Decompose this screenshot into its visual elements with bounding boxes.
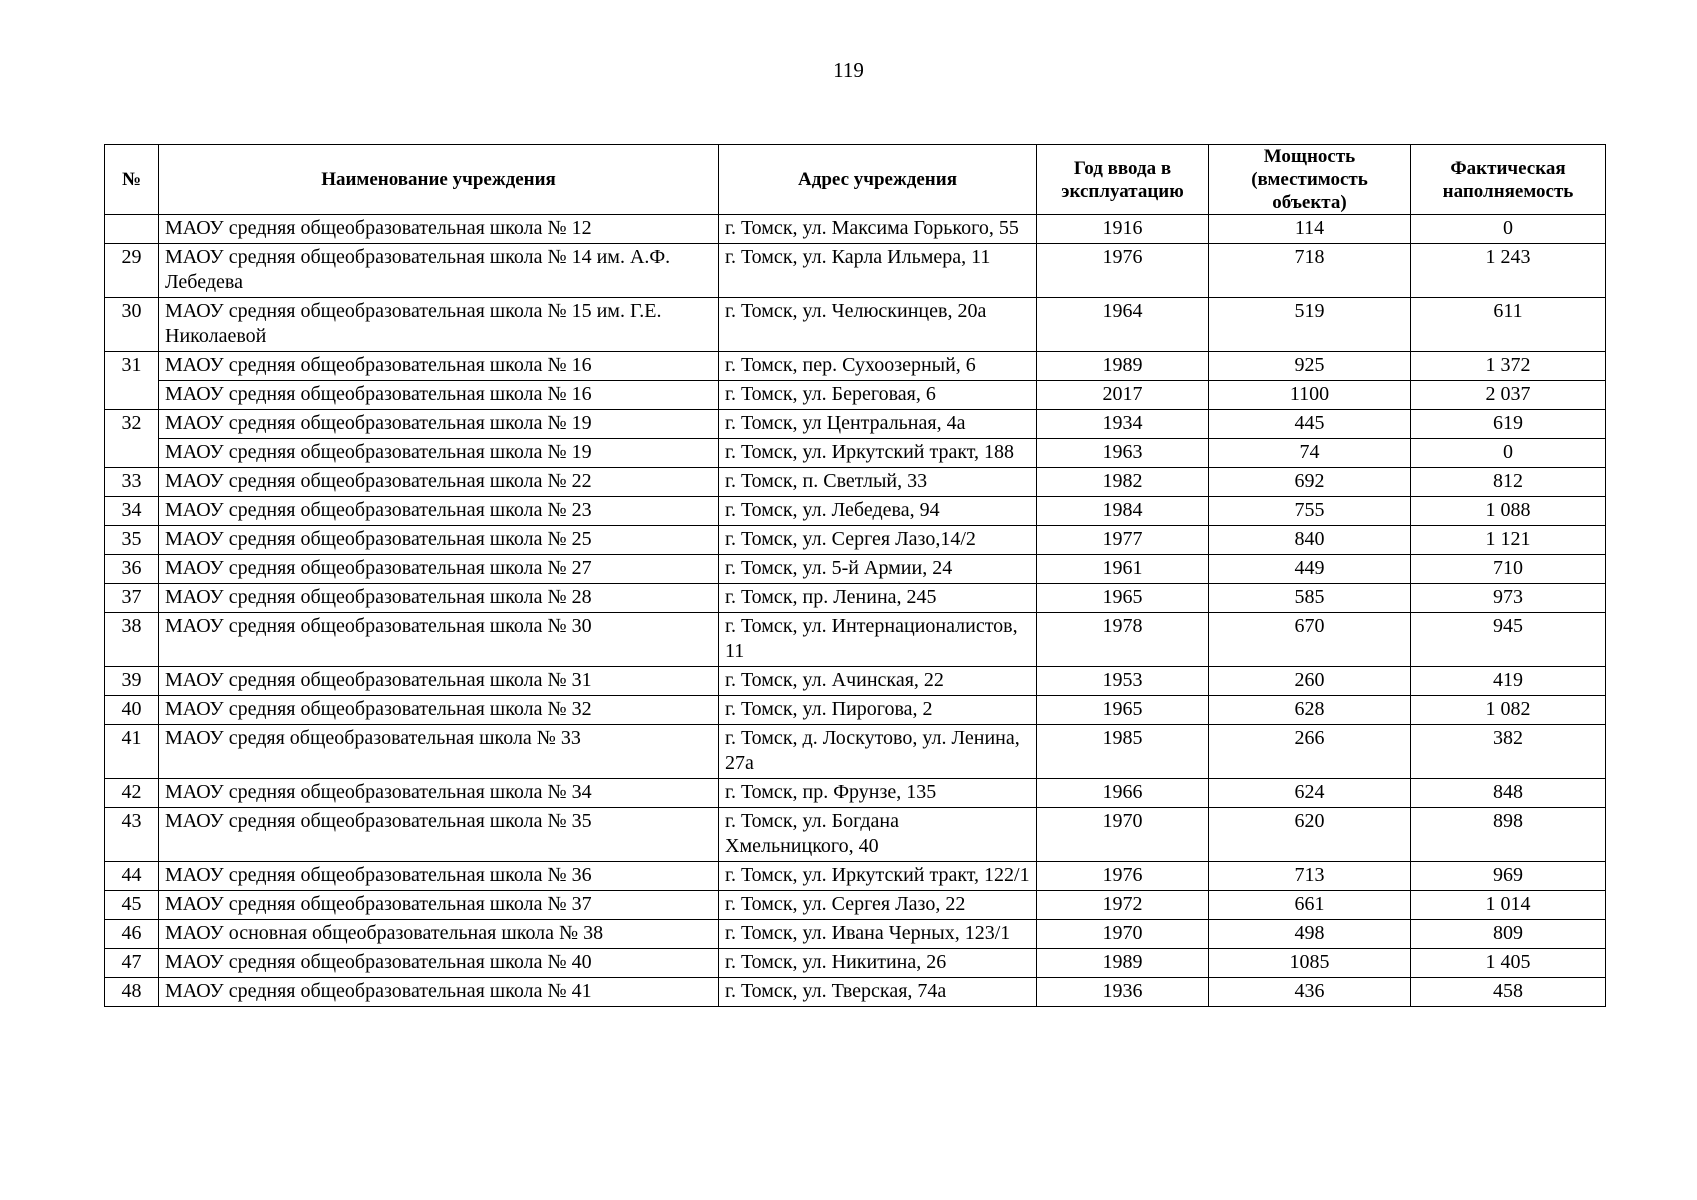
table-row (105, 555, 1606, 584)
institution-name-cell: МАОУ средняя общеобразовательная школа № 16 (159, 381, 719, 410)
capacity-cell: 624 (1209, 779, 1411, 808)
actual-occupancy-cell: 1 014 (1411, 891, 1606, 920)
table-row (105, 298, 1606, 352)
capacity-cell: 519 (1209, 298, 1411, 352)
capacity-cell: 628 (1209, 696, 1411, 725)
institution-name-cell: МАОУ средняя общеобразовательная школа № 36 (159, 862, 719, 891)
actual-occupancy-cell: 458 (1411, 978, 1606, 1007)
table-row (105, 439, 1606, 468)
schools-table (104, 144, 1606, 1007)
institution-name-cell: МАОУ средняя общеобразовательная школа № 22 (159, 468, 719, 497)
institution-name-cell: МАОУ средняя общеобразовательная школа № 14 им. А.Ф. Лебедева (159, 244, 719, 298)
actual-occupancy-cell: 2 037 (1411, 381, 1606, 410)
address-cell: г. Томск, ул. Иркутский тракт, 122/1 (719, 862, 1037, 891)
row-number-cell: 40 (105, 696, 159, 725)
table-row (105, 891, 1606, 920)
address-cell: г. Томск, ул. Пирогова, 2 (719, 696, 1037, 725)
capacity-cell: 692 (1209, 468, 1411, 497)
address-cell: г. Томск, пр. Фрунзе, 135 (719, 779, 1037, 808)
commission-year-cell: 2017 (1037, 381, 1209, 410)
institution-name-cell: МАОУ средняя общеобразовательная школа № 19 (159, 410, 719, 439)
commission-year-cell: 1972 (1037, 891, 1209, 920)
institution-name-cell: МАОУ средняя общеобразовательная школа № 41 (159, 978, 719, 1007)
table-body (105, 215, 1606, 1007)
address-cell: г. Томск, ул. Ивана Черных, 123/1 (719, 920, 1037, 949)
commission-year-cell: 1989 (1037, 352, 1209, 381)
capacity-cell: 498 (1209, 920, 1411, 949)
commission-year-cell: 1965 (1037, 696, 1209, 725)
table-row (105, 920, 1606, 949)
address-cell: г. Томск, ул. Челюскинцев, 20а (719, 298, 1037, 352)
actual-occupancy-cell: 809 (1411, 920, 1606, 949)
address-cell: г. Томск, пр. Ленина, 245 (719, 584, 1037, 613)
address-cell: г. Томск, ул. Сергея Лазо, 22 (719, 891, 1037, 920)
address-cell: г. Томск, ул. Ачинская, 22 (719, 667, 1037, 696)
capacity-cell: 840 (1209, 526, 1411, 555)
address-cell: г. Томск, ул. Никитина, 26 (719, 949, 1037, 978)
institution-name-cell: МАОУ средняя общеобразовательная школа № 15 им. Г.Е. Николаевой (159, 298, 719, 352)
capacity-cell: 114 (1209, 215, 1411, 244)
actual-occupancy-cell: 973 (1411, 584, 1606, 613)
table-row (105, 497, 1606, 526)
institution-name-cell: МАОУ средняя общеобразовательная школа № 25 (159, 526, 719, 555)
table-row (105, 779, 1606, 808)
row-number-cell: 34 (105, 497, 159, 526)
institution-name-cell: МАОУ средняя общеобразовательная школа № 16 (159, 352, 719, 381)
institution-name-cell: МАОУ средняя общеобразовательная школа № 23 (159, 497, 719, 526)
row-number-cell: 33 (105, 468, 159, 497)
row-number-cell: 44 (105, 862, 159, 891)
commission-year-cell: 1961 (1037, 555, 1209, 584)
commission-year-cell: 1963 (1037, 439, 1209, 468)
table-row (105, 410, 1606, 439)
actual-occupancy-cell: 1 372 (1411, 352, 1606, 381)
commission-year-cell: 1978 (1037, 613, 1209, 667)
row-number-cell: 46 (105, 920, 159, 949)
capacity-cell: 661 (1209, 891, 1411, 920)
table-row (105, 526, 1606, 555)
actual-occupancy-cell: 1 121 (1411, 526, 1606, 555)
page-number: 119 (833, 58, 864, 82)
actual-occupancy-cell: 1 088 (1411, 497, 1606, 526)
capacity-cell: 713 (1209, 862, 1411, 891)
row-number-cell: 37 (105, 584, 159, 613)
capacity-cell: 1100 (1209, 381, 1411, 410)
row-number-cell (105, 215, 159, 244)
commission-year-cell: 1989 (1037, 949, 1209, 978)
row-number-cell: 41 (105, 725, 159, 779)
address-cell: г. Томск, ул. Интернационалистов, 11 (719, 613, 1037, 667)
table-row (105, 215, 1606, 244)
commission-year-cell: 1965 (1037, 584, 1209, 613)
institution-name-cell: МАОУ основная общеобразовательная школа № 38 (159, 920, 719, 949)
capacity-cell: 445 (1209, 410, 1411, 439)
capacity-cell: 585 (1209, 584, 1411, 613)
capacity-cell: 755 (1209, 497, 1411, 526)
capacity-cell: 718 (1209, 244, 1411, 298)
actual-occupancy-cell: 419 (1411, 667, 1606, 696)
address-cell: г. Томск, ул. Береговая, 6 (719, 381, 1037, 410)
table-row (105, 725, 1606, 779)
row-number-cell: 32 (105, 410, 159, 468)
address-cell: г. Томск, ул. Иркутский тракт, 188 (719, 439, 1037, 468)
institution-name-cell: МАОУ средняя общеобразовательная школа № 30 (159, 613, 719, 667)
table-row (105, 381, 1606, 410)
commission-year-cell: 1934 (1037, 410, 1209, 439)
address-cell: г. Томск, ул. Максима Горького, 55 (719, 215, 1037, 244)
row-number-cell: 48 (105, 978, 159, 1007)
capacity-cell: 436 (1209, 978, 1411, 1007)
address-cell: г. Томск, д. Лоскутово, ул. Ленина, 27а (719, 725, 1037, 779)
institution-name-cell: МАОУ средняя общеобразовательная школа № 28 (159, 584, 719, 613)
address-cell: г. Томск, ул Центральная, 4а (719, 410, 1037, 439)
table-row (105, 696, 1606, 725)
actual-occupancy-cell: 1 082 (1411, 696, 1606, 725)
institution-name-cell: МАОУ средняя общеобразовательная школа № 34 (159, 779, 719, 808)
table-row (105, 584, 1606, 613)
actual-occupancy-cell: 1 243 (1411, 244, 1606, 298)
address-cell: г. Томск, ул. Богдана Хмельницкого, 40 (719, 808, 1037, 862)
table-row (105, 667, 1606, 696)
header-capacity: Мощность (вместимость объекта) (1209, 145, 1411, 215)
row-number-cell: 38 (105, 613, 159, 667)
table-row (105, 949, 1606, 978)
row-number-cell: 43 (105, 808, 159, 862)
capacity-cell: 1085 (1209, 949, 1411, 978)
institution-name-cell: МАОУ средняя общеобразовательная школа № 32 (159, 696, 719, 725)
header-institution-name: Наименование учреждения (159, 145, 719, 215)
capacity-cell: 74 (1209, 439, 1411, 468)
capacity-cell: 925 (1209, 352, 1411, 381)
commission-year-cell: 1970 (1037, 920, 1209, 949)
table-row (105, 862, 1606, 891)
actual-occupancy-cell: 0 (1411, 215, 1606, 244)
row-number-cell: 36 (105, 555, 159, 584)
row-number-cell: 45 (105, 891, 159, 920)
actual-occupancy-cell: 619 (1411, 410, 1606, 439)
actual-occupancy-cell: 611 (1411, 298, 1606, 352)
capacity-cell: 670 (1209, 613, 1411, 667)
actual-occupancy-cell: 898 (1411, 808, 1606, 862)
row-number-cell: 42 (105, 779, 159, 808)
header-actual-occupancy: Фактическая наполняемость (1411, 145, 1606, 215)
actual-occupancy-cell: 382 (1411, 725, 1606, 779)
capacity-cell: 449 (1209, 555, 1411, 584)
table-row (105, 613, 1606, 667)
table-row (105, 978, 1606, 1007)
institution-name-cell: МАОУ средняя общеобразовательная школа № 19 (159, 439, 719, 468)
capacity-cell: 266 (1209, 725, 1411, 779)
table-header-row (105, 145, 1606, 215)
address-cell: г. Томск, пер. Сухоозерный, 6 (719, 352, 1037, 381)
actual-occupancy-cell: 1 405 (1411, 949, 1606, 978)
commission-year-cell: 1977 (1037, 526, 1209, 555)
commission-year-cell: 1970 (1037, 808, 1209, 862)
capacity-cell: 260 (1209, 667, 1411, 696)
institution-name-cell: МАОУ средняя общеобразовательная школа № 12 (159, 215, 719, 244)
table-row (105, 244, 1606, 298)
commission-year-cell: 1953 (1037, 667, 1209, 696)
address-cell: г. Томск, п. Светлый, 33 (719, 468, 1037, 497)
row-number-cell: 39 (105, 667, 159, 696)
header-address: Адрес учреждения (719, 145, 1037, 215)
row-number-cell: 30 (105, 298, 159, 352)
table-row (105, 468, 1606, 497)
institution-name-cell: МАОУ средняя общеобразовательная школа № 31 (159, 667, 719, 696)
actual-occupancy-cell: 969 (1411, 862, 1606, 891)
actual-occupancy-cell: 710 (1411, 555, 1606, 584)
commission-year-cell: 1982 (1037, 468, 1209, 497)
institution-name-cell: МАОУ средняя общеобразовательная школа № 35 (159, 808, 719, 862)
commission-year-cell: 1964 (1037, 298, 1209, 352)
header-number: № (105, 145, 159, 215)
commission-year-cell: 1985 (1037, 725, 1209, 779)
address-cell: г. Томск, ул. Тверская, 74а (719, 978, 1037, 1007)
actual-occupancy-cell: 848 (1411, 779, 1606, 808)
commission-year-cell: 1966 (1037, 779, 1209, 808)
address-cell: г. Томск, ул. Лебедева, 94 (719, 497, 1037, 526)
row-number-cell: 29 (105, 244, 159, 298)
actual-occupancy-cell: 812 (1411, 468, 1606, 497)
table-row (105, 808, 1606, 862)
commission-year-cell: 1984 (1037, 497, 1209, 526)
commission-year-cell: 1976 (1037, 244, 1209, 298)
institution-name-cell: МАОУ средняя общеобразовательная школа № 37 (159, 891, 719, 920)
header-commission-year: Год ввода в эксплуатацию (1037, 145, 1209, 215)
actual-occupancy-cell: 945 (1411, 613, 1606, 667)
row-number-cell: 31 (105, 352, 159, 410)
commission-year-cell: 1936 (1037, 978, 1209, 1007)
commission-year-cell: 1916 (1037, 215, 1209, 244)
commission-year-cell: 1976 (1037, 862, 1209, 891)
institution-name-cell: МАОУ средняя общеобразовательная школа № 40 (159, 949, 719, 978)
institution-name-cell: МАОУ средяя общеобразовательная школа № 33 (159, 725, 719, 779)
address-cell: г. Томск, ул. Карла Ильмера, 11 (719, 244, 1037, 298)
capacity-cell: 620 (1209, 808, 1411, 862)
row-number-cell: 35 (105, 526, 159, 555)
institution-name-cell: МАОУ средняя общеобразовательная школа № 27 (159, 555, 719, 584)
row-number-cell: 47 (105, 949, 159, 978)
address-cell: г. Томск, ул. 5-й Армии, 24 (719, 555, 1037, 584)
table-row (105, 352, 1606, 381)
address-cell: г. Томск, ул. Сергея Лазо,14/2 (719, 526, 1037, 555)
actual-occupancy-cell: 0 (1411, 439, 1606, 468)
